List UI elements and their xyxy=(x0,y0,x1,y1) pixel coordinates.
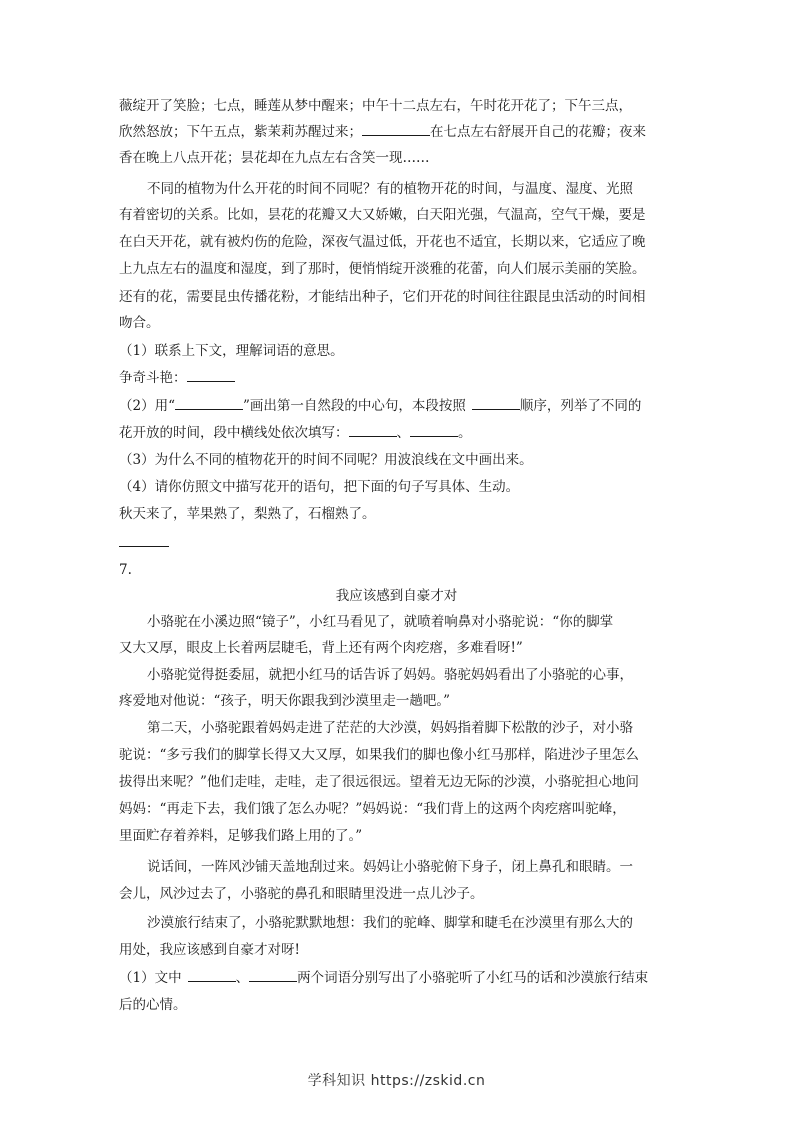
q2-text: ”画出第一自然段的中心句，本段按照 xyxy=(243,398,466,414)
story-line: 又大又厚，眼皮上长着两层睫毛，背上还有两个肉疙瘩，多难看呀!” xyxy=(119,640,523,656)
answer-blank xyxy=(472,396,520,410)
q7-text: 、 xyxy=(235,970,250,986)
story-line: 第二天，小骆驼跟着妈妈走进了茫茫的大沙漠，妈妈指着脚下松散的沙子，对小骆 xyxy=(147,720,633,736)
passage-text: 欣然怒放；下午五点，紫茉莉苏醒过来； xyxy=(119,124,362,140)
story-line: 会儿，风沙过去了，小骆驼的鼻孔和眼睛里没进一点儿沙子。 xyxy=(119,886,484,902)
q2-text: 、 xyxy=(396,425,410,441)
passage-line: 还有的花，需要昆虫传播花粉，才能结出种子，它们开花的时间往往跟昆虫活动的时间相 xyxy=(119,289,646,305)
passage-line xyxy=(119,122,678,142)
q2-text: 花开放的时间，段中横线处依次填写： xyxy=(119,425,349,441)
answer-blank xyxy=(349,423,397,437)
answer-line xyxy=(119,546,169,547)
story-line: 妈妈：“再走下去，我们饿了怎么办呢？”妈妈说：“我们背上的这两个肉疙瘩叫驼峰， xyxy=(119,801,626,817)
question-2-cont xyxy=(119,423,678,443)
story-line: 沙漠旅行结束了，小骆驼默默地想：我们的驼峰、脚掌和睫毛在沙漠里有那么大的 xyxy=(147,915,633,931)
answer-blank xyxy=(410,423,458,437)
passage-text: 在七点左右舒展开自己的花瓣；夜来 xyxy=(430,124,646,140)
answer-blank xyxy=(175,396,243,410)
passage-line: 香在晚上八点开花；昙花却在九点左右含笑一现…… xyxy=(119,150,430,166)
story-line: 驼说：“多亏我们的脚掌长得又大又厚，如果我们的脚也像小红马那样，陷进沙子里怎么 xyxy=(119,747,639,763)
q7-text: （1）文中 xyxy=(119,970,182,986)
q2-text: （2）用“ xyxy=(119,398,175,414)
word-label: 争奇斗艳： xyxy=(119,370,187,386)
story-line: 用处，我应该感到自豪才对呀! xyxy=(119,942,300,958)
page-footer: 学科知识 https://zskid.cn xyxy=(307,1073,486,1089)
question-1: （1）联系上下文，理解词语的意思。 xyxy=(119,343,344,359)
passage-line: 不同的植物为什么开花的时间不同呢？有的植物开花的时间，与温度、湿度、光照 xyxy=(147,181,633,197)
answer-blank xyxy=(187,368,235,382)
fill-blank xyxy=(362,122,430,136)
story-line: 里面贮存着养料，足够我们路上用的了。” xyxy=(119,828,363,844)
passage-line: 吻合。 xyxy=(119,315,160,331)
q2-text: 。 xyxy=(458,425,472,441)
answer-blank xyxy=(249,968,297,982)
question-7-1 xyxy=(119,968,678,988)
question-number: 7. xyxy=(119,562,132,578)
story-line: 小骆驼在小溪边照“镜子”，小红马看见了，就喷着响鼻对小骆驼说：“你的脚掌 xyxy=(147,614,614,630)
story-line: 拔得出来呢？”他们走哇，走哇，走了很远很远。望着无边无际的沙漠，小骆驼担心地问 xyxy=(119,774,639,790)
passage-line: 有着密切的关系。比如，昙花的花瓣又大又娇嫩，白天阳光强，气温高，空气干燥，要是 xyxy=(119,207,646,223)
question-2 xyxy=(119,396,678,416)
question-4-sentence: 秋天来了，苹果熟了，梨熟了，石榴熟了。 xyxy=(119,506,376,522)
passage-line: 上九点左右的温度和湿度，到了那时，便悄悄绽开淡雅的花蕾，向人们展示美丽的笑脸。 xyxy=(119,261,646,277)
question-7-1-cont: 后的心情。 xyxy=(119,997,187,1013)
question-3: （3）为什么不同的植物花开的时间不同呢？用波浪线在文中画出来。 xyxy=(119,452,533,468)
story-line: 小骆驼觉得挺委屈，就把小红马的话告诉了妈妈。骆驼妈妈看出了小骆驼的心事， xyxy=(147,667,633,683)
passage-line: 在白天开花，就有被灼伤的危险，深夜气温过低，开花也不适宜，长期以来，它适应了晚 xyxy=(119,234,646,250)
story-line: 疼爱地对他说：“孩子，明天你跟我到沙漠里走一趟吧。” xyxy=(119,693,451,709)
story-title: 我应该感到自豪才对 xyxy=(335,588,458,604)
question-1-word xyxy=(119,368,678,388)
question-4: （4）请你仿照文中描写花开的语句，把下面的句子写具体、生动。 xyxy=(119,479,520,495)
q2-text: 顺序，列举了不同的 xyxy=(519,398,642,414)
story-line: 说话间，一阵风沙铺天盖地刮过来。妈妈让小骆驼俯下身子，闭上鼻孔和眼睛。一 xyxy=(147,859,633,875)
answer-blank xyxy=(188,968,236,982)
passage-line: 薇绽开了笑脸；七点，睡莲从梦中醒来；中午十二点左右，午时花开花了；下午三点， xyxy=(119,98,632,114)
q7-text: 两个词语分别写出了小骆驼听了小红马的话和沙漠旅行结束 xyxy=(297,970,649,986)
